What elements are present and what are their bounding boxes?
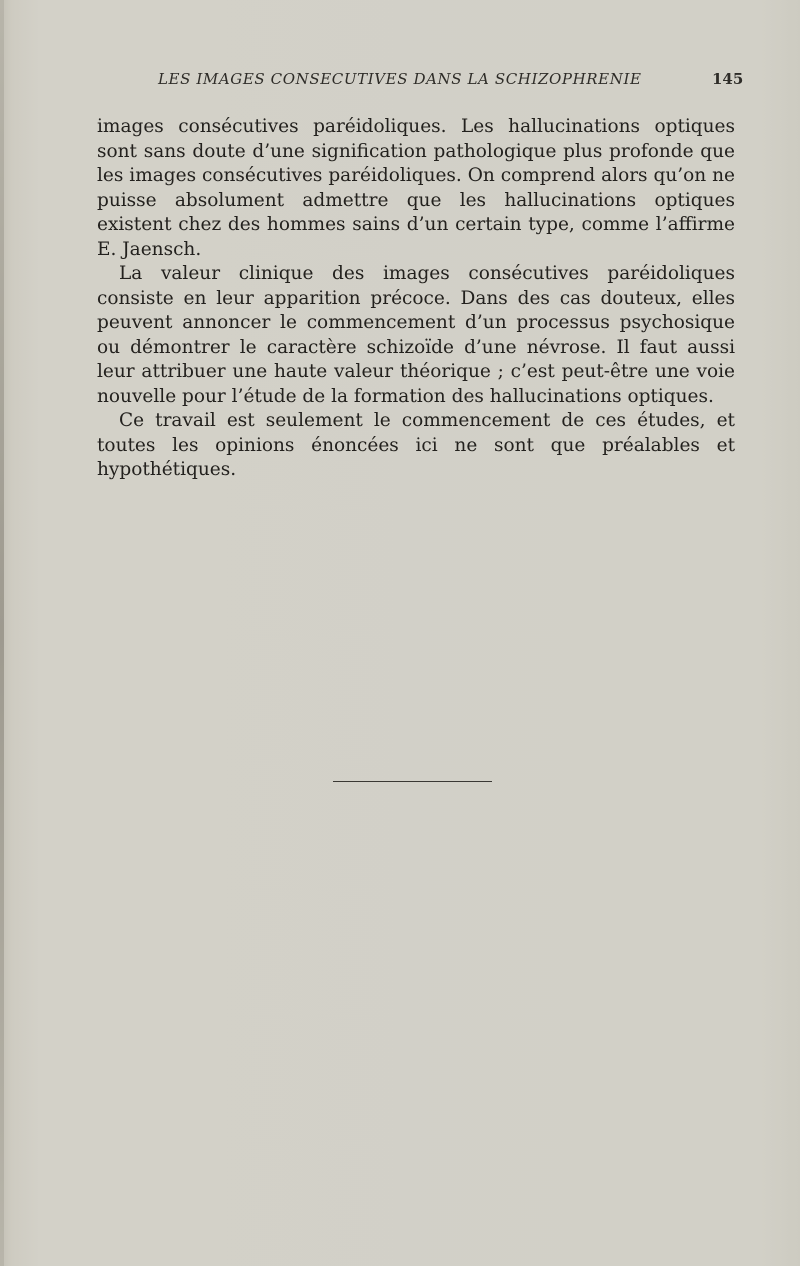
paragraph-1: images consécutives paréidoliques. Les hallucinations optiques sont sans doute d’une signification pathologique plus profonde que les images consécutives paréidoliques. On comprend alors qu’on ne puisse absolument admettre que les hallucinations optiques existent chez des hommes sains d’un certain type, comme l’affirme E. Jaensch. (97, 116, 735, 260)
paragraph-2: La valeur clinique des images consécutives paréidoliques consiste en leur apparition précoce. Dans des cas douteux, elles peuvent annoncer le commencement d’un processus psychosique ou démontrer le caractère schizoïde d’une névrose. Il faut aussi leur attribuer une haute valeur théorique ; c’est peut-être une voie nouvelle pour l’étude de la formation des hallucinations optiques. (97, 263, 735, 407)
body-text (97, 115, 735, 483)
page-number: 145 (712, 70, 744, 88)
page-binding-edge (0, 0, 4, 1266)
section-end-rule (333, 781, 492, 782)
running-header-title: LES IMAGES CONSECUTIVES DANS LA SCHIZOPHRENIE (158, 70, 642, 88)
paragraph-3: Ce travail est seulement le commencement de ces études, et toutes les opinions énoncées ici ne sont que préalables et hypothétiques. (97, 410, 735, 480)
